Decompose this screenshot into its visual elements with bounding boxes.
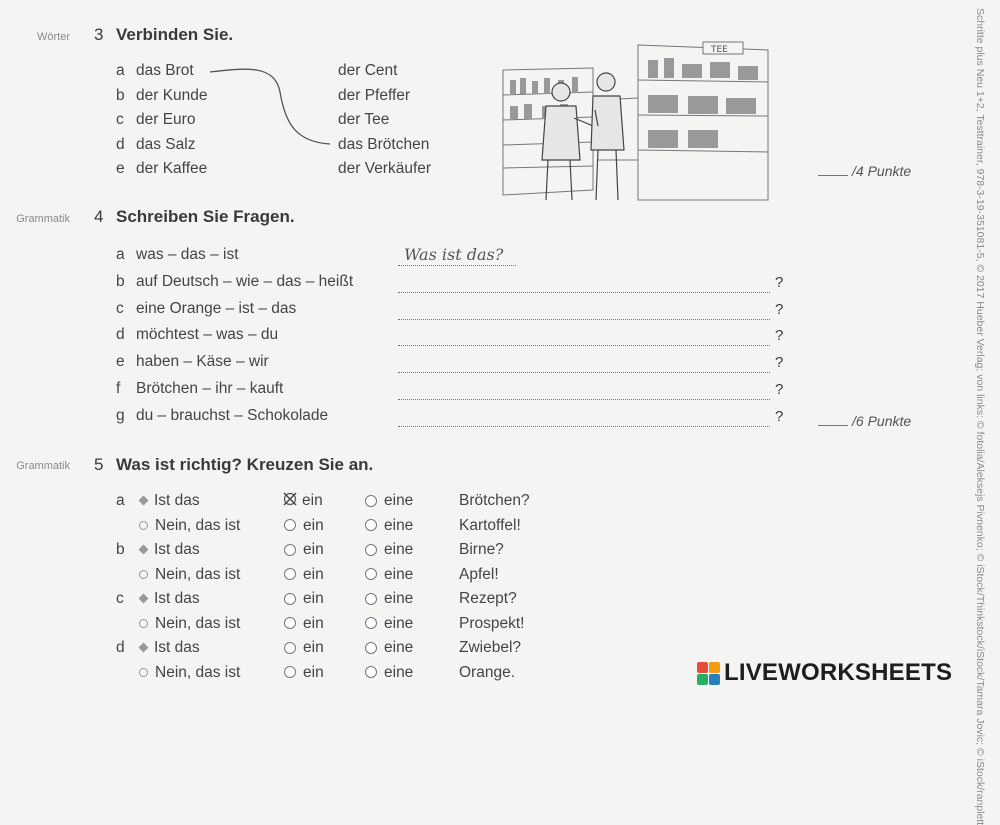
- question-mark: ?: [775, 407, 784, 425]
- match-right-item[interactable]: der Pfeffer: [338, 86, 411, 104]
- option-ein[interactable]: ein: [284, 541, 324, 559]
- radio-icon[interactable]: [284, 593, 296, 605]
- diamond-bullet-icon: [139, 545, 149, 555]
- choice-row-lead: Nein, das ist: [116, 615, 240, 633]
- section3-side-label: Wörter: [37, 31, 70, 43]
- match-right-item[interactable]: der Verkäufer: [338, 160, 432, 177]
- answer-line[interactable]: [398, 319, 770, 320]
- radio-icon[interactable]: [365, 666, 377, 678]
- radio-icon[interactable]: [365, 568, 377, 580]
- radio-icon[interactable]: [284, 642, 296, 654]
- question-mark: ?: [775, 354, 784, 372]
- answer-line[interactable]: [398, 426, 770, 427]
- choice-noun: Orange.: [459, 663, 516, 681]
- section5-side-label: Grammatik: [16, 460, 70, 472]
- choice-row-lead: d Ist das: [116, 639, 200, 656]
- choice-row-lead: Nein, das ist: [116, 664, 240, 682]
- example-answer: Was ist das?: [404, 245, 504, 264]
- section4-points: /6 Punkte: [818, 413, 911, 429]
- question-mark: ?: [775, 327, 784, 345]
- section5-title: 5 Was ist richtig? Kreuzen Sie an.: [94, 455, 374, 474]
- radio-icon[interactable]: [284, 666, 296, 678]
- answer-line[interactable]: [398, 399, 770, 400]
- section4-title: 4 Schreiben Sie Fragen.: [94, 207, 295, 226]
- question-prompt: g du – brauchst – Schokolade: [116, 406, 329, 424]
- circle-bullet-icon: [139, 570, 148, 579]
- circle-bullet-icon: [139, 521, 148, 530]
- choice-noun: Birne?: [459, 541, 504, 558]
- diamond-bullet-icon: [139, 594, 149, 604]
- choice-noun: Prospekt!: [459, 614, 525, 632]
- option-eine[interactable]: eine: [365, 639, 413, 657]
- diamond-bullet-icon: [139, 643, 149, 653]
- shop-illustration: [498, 40, 773, 205]
- circle-bullet-icon: [139, 668, 148, 677]
- circle-bullet-icon: [139, 619, 148, 628]
- points-blank[interactable]: [818, 425, 848, 426]
- question-prompt: a was – das – ist: [116, 246, 239, 263]
- radio-icon[interactable]: [284, 568, 296, 580]
- question-prompt: f Brötchen – ihr – kauft: [116, 380, 284, 397]
- choice-noun: Apfel!: [459, 565, 499, 583]
- question-prompt: e haben – Käse – wir: [116, 353, 269, 371]
- choice-row-lead: Nein, das ist: [116, 517, 240, 535]
- match-right-item[interactable]: der Tee: [338, 111, 390, 128]
- radio-icon[interactable]: [365, 519, 377, 531]
- radio-icon[interactable]: [365, 642, 377, 654]
- question-prompt: c eine Orange – ist – das: [116, 299, 297, 317]
- answer-line[interactable]: [398, 372, 770, 373]
- checked-radio-icon[interactable]: [282, 491, 298, 507]
- option-eine[interactable]: eine: [365, 517, 413, 535]
- radio-icon[interactable]: [365, 495, 377, 507]
- option-eine[interactable]: eine: [365, 492, 413, 510]
- match-left-item[interactable]: d das Salz: [116, 135, 196, 153]
- radio-icon[interactable]: [284, 544, 296, 556]
- tee-sign: TEE: [711, 45, 728, 55]
- option-ein[interactable]: ein: [284, 492, 323, 510]
- question-mark: ?: [775, 300, 784, 318]
- liveworksheets-logo: LIVEWORKSHEETS: [697, 658, 952, 688]
- option-eine[interactable]: eine: [365, 664, 413, 682]
- match-right-item[interactable]: das Brötchen: [338, 135, 430, 153]
- radio-icon[interactable]: [365, 544, 377, 556]
- copyright-credits: Schritte plus Neu 1+2, Testtrainer, 978-3-19-351081-5, © 2017 Hueber Verlag; von links: © fotolia/Aleksejs Pivnenko; © iStock/Thinkstock/iStock/Tamara Jovic; © iStock/ranplett: [974, 8, 986, 825]
- question-mark: ?: [775, 381, 784, 398]
- choice-noun: Rezept?: [459, 590, 517, 607]
- option-eine[interactable]: eine: [365, 541, 413, 559]
- radio-icon[interactable]: [365, 593, 377, 605]
- answer-line[interactable]: [398, 292, 770, 293]
- choice-row-lead: Nein, das ist: [116, 566, 240, 584]
- option-ein[interactable]: ein: [284, 639, 324, 657]
- option-ein[interactable]: ein: [284, 566, 324, 584]
- option-ein[interactable]: ein: [284, 590, 324, 608]
- section4-side-label: Grammatik: [16, 213, 70, 225]
- match-left-item[interactable]: e der Kaffee: [116, 160, 208, 177]
- match-left-item[interactable]: b der Kunde: [116, 86, 208, 104]
- connecting-line: [205, 62, 335, 157]
- option-ein[interactable]: ein: [284, 615, 324, 633]
- choice-row-lead: b Ist das: [116, 541, 200, 558]
- radio-icon[interactable]: [284, 519, 296, 531]
- question-prompt: b auf Deutsch – wie – das – heißt: [116, 272, 354, 290]
- points-blank[interactable]: [818, 175, 848, 176]
- option-ein[interactable]: ein: [284, 517, 324, 535]
- match-left-item[interactable]: a das Brot: [116, 62, 194, 79]
- choice-noun: Brötchen?: [459, 492, 530, 509]
- option-ein[interactable]: ein: [284, 664, 324, 682]
- answer-line[interactable]: [398, 265, 516, 266]
- option-eine[interactable]: eine: [365, 590, 413, 608]
- choice-row-lead: c Ist das: [116, 590, 200, 607]
- choice-noun: Zwiebel?: [459, 639, 522, 656]
- section3-title: 3 Verbinden Sie.: [94, 25, 234, 44]
- choice-row-lead: a Ist das: [116, 492, 200, 509]
- logo-icon: [697, 662, 720, 685]
- diamond-bullet-icon: [139, 496, 149, 506]
- question-prompt: d möchtest – was – du: [116, 326, 279, 344]
- radio-icon[interactable]: [284, 617, 296, 629]
- choice-noun: Kartoffel!: [459, 516, 521, 534]
- answer-line[interactable]: [398, 345, 770, 346]
- match-right-item[interactable]: der Cent: [338, 62, 398, 79]
- radio-icon[interactable]: [365, 617, 377, 629]
- option-eine[interactable]: eine: [365, 566, 413, 584]
- section3-points: /4 Punkte: [818, 163, 911, 179]
- option-eine[interactable]: eine: [365, 615, 413, 633]
- question-mark: ?: [775, 273, 784, 291]
- match-left-item[interactable]: c der Euro: [116, 111, 196, 128]
